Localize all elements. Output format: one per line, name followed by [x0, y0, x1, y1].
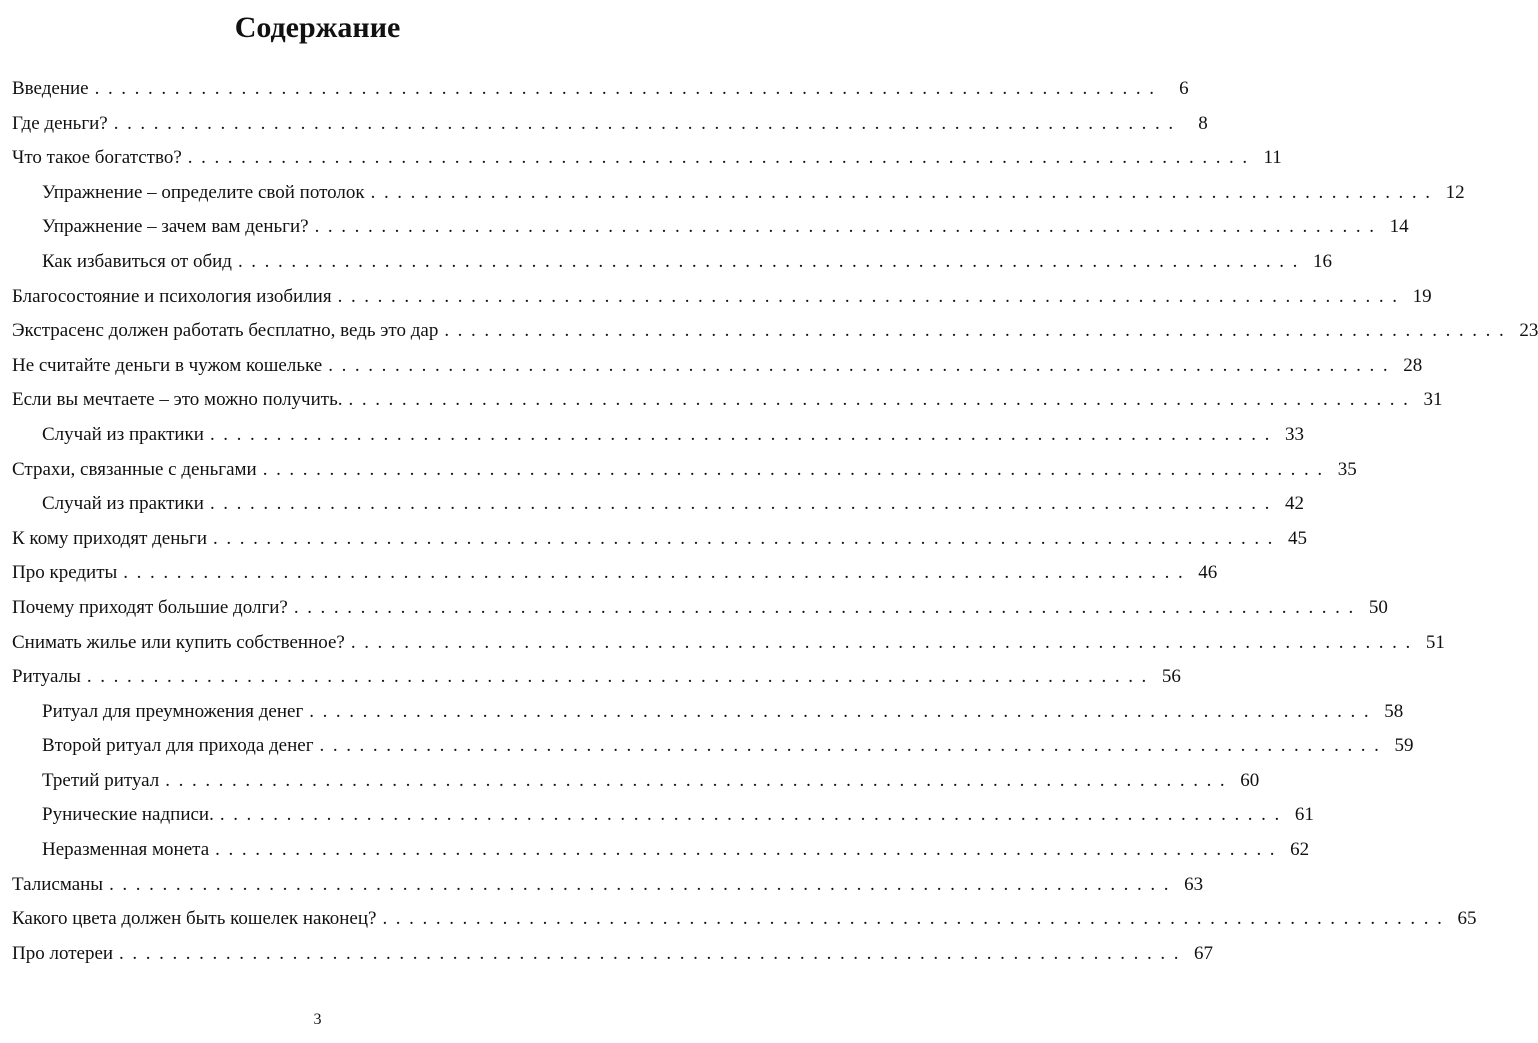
- toc-entry: [12, 383, 1443, 418]
- toc-entry-page: 58: [1384, 700, 1404, 722]
- toc-entry: [12, 902, 1477, 937]
- dot-leader: ................................................................................: [319, 735, 1388, 757]
- toc-entry-title: Что такое богатство?: [12, 147, 182, 169]
- toc-entry-page: 51: [1425, 631, 1445, 653]
- dot-leader: ................................................................................: [165, 769, 1234, 791]
- dot-leader: ................................................................................: [444, 320, 1513, 342]
- toc-entry-page: 31: [1423, 389, 1443, 411]
- dot-leader: ................................................................................: [187, 147, 1256, 169]
- toc-entry-page: 6: [1179, 78, 1189, 99]
- toc-subentry: [12, 245, 1332, 280]
- dot-leader: ................................................................................: [113, 112, 1182, 134]
- toc-entry: [12, 660, 1181, 695]
- dot-leader: ................................................................................: [119, 942, 1188, 964]
- toc-entry-page: 16: [1312, 250, 1332, 272]
- toc-entry-title: Ритуал для преумножения денег: [42, 700, 304, 722]
- toc-entry-page: 50: [1368, 596, 1388, 618]
- toc-entry: [12, 314, 1538, 349]
- dot-leader: ................................................................................: [219, 804, 1288, 826]
- toc-entry-page: 19: [1412, 285, 1432, 307]
- toc-entry: [12, 349, 1423, 384]
- dot-leader: ................................................................................: [370, 181, 1439, 203]
- toc-entry-title: Про кредиты: [12, 562, 118, 584]
- toc-entry-title: Неразменная монета: [42, 839, 210, 861]
- dot-leader: ................................................................................: [314, 216, 1383, 238]
- toc-entry-title: Третий ритуал: [42, 769, 160, 791]
- dot-leader: ................................................................................: [293, 596, 1362, 618]
- toc-entry-page: 46: [1198, 562, 1218, 584]
- toc-entry-title: Не считайте деньги в чужом кошельке: [12, 354, 323, 376]
- toc-entry-title: Где деньги?: [12, 112, 108, 134]
- dot-leader: ................................................................................: [213, 527, 1282, 549]
- toc-entry-title: Случай из практики: [42, 423, 204, 445]
- toc-entry-title: К кому приходят деньги: [12, 527, 208, 549]
- dot-leader: ................................................................................: [86, 666, 1155, 688]
- toc-entry: [12, 626, 1445, 661]
- toc-entry-page: 33: [1284, 423, 1304, 445]
- toc-subentry: [12, 418, 1304, 453]
- toc-entry-title: Страхи, связанные с деньгами: [12, 458, 257, 480]
- dot-leader: ................................................................................: [237, 250, 1306, 272]
- page-number: 3: [313, 1011, 322, 1028]
- toc-entry-page: 45: [1288, 527, 1308, 549]
- toc-entry: [12, 107, 1208, 142]
- toc-entry-page: 23: [1519, 320, 1538, 342]
- toc-entry-page: 35: [1337, 458, 1357, 480]
- toc-subentry: [12, 798, 1314, 833]
- toc-entry: [12, 72, 1189, 107]
- toc-entry: [12, 141, 1282, 176]
- toc-subentry: [12, 176, 1465, 211]
- table-of-contents: [12, 72, 1538, 971]
- dot-leader: ................................................................................: [109, 873, 1178, 895]
- dot-leader: ................................................................................: [209, 423, 1278, 445]
- toc-entry: [12, 453, 1357, 488]
- toc-entry-page: 61: [1294, 804, 1314, 826]
- toc-subentry: [12, 487, 1304, 522]
- dot-leader: ................................................................................: [209, 493, 1278, 515]
- toc-entry: [12, 556, 1218, 591]
- toc-entry: [12, 937, 1214, 972]
- toc-entry-page: 8: [1198, 112, 1208, 134]
- toc-entry-title: Как избавиться от обид: [42, 250, 232, 272]
- toc-entry-title: Случай из практики: [42, 493, 204, 515]
- toc-entry-page: 63: [1184, 873, 1204, 895]
- toc-entry-title: Ритуалы: [12, 666, 81, 688]
- toc-entry-title: Второй ритуал для прихода денег: [42, 735, 314, 757]
- toc-entry-page: 12: [1445, 181, 1465, 203]
- toc-entry-title: Талисманы: [12, 873, 104, 895]
- dot-leader: ................................................................................: [382, 908, 1451, 930]
- toc-entry-title: Экстрасенс должен работать бесплатно, ведь это дар: [12, 320, 439, 342]
- dot-leader: ................................................................................: [215, 839, 1284, 861]
- toc-entry-page: 11: [1263, 147, 1282, 169]
- toc-entry: [12, 591, 1388, 626]
- toc-subentry: [12, 833, 1310, 868]
- toc-entry-title: Благосостояние и психология изобилия: [12, 285, 332, 307]
- toc-entry-page: 62: [1290, 839, 1310, 861]
- toc-entry-page: 65: [1457, 908, 1477, 930]
- dot-leader: ................................................................................: [348, 389, 1417, 411]
- dot-leader: ................................................................................: [328, 354, 1397, 376]
- dot-leader: ................................................................................: [309, 700, 1378, 722]
- toc-entry-title: Введение: [12, 78, 89, 99]
- dot-leader: ................................................................................: [94, 78, 1163, 99]
- toc-entry-page: 14: [1389, 216, 1409, 238]
- toc-entry: [12, 280, 1432, 315]
- toc-entry-title: Рунические надписи.: [42, 804, 214, 826]
- dot-leader: ................................................................................: [350, 631, 1419, 653]
- toc-entry-page: 59: [1394, 735, 1414, 757]
- toc-entry-title: Упражнение – определите свой потолок: [42, 181, 365, 203]
- dot-leader: ................................................................................: [262, 458, 1331, 480]
- toc-entry-title: Упражнение – зачем вам деньги?: [42, 216, 309, 238]
- toc-entry-title: Про лотереи: [12, 942, 114, 964]
- toc-entry-title: Какого цвета должен быть кошелек наконец?: [12, 908, 377, 930]
- toc-entry-page: 67: [1194, 942, 1214, 964]
- toc-entry: [12, 868, 1204, 903]
- toc-entry-title: Если вы мечтаете – это можно получить.: [12, 389, 343, 411]
- dot-leader: ................................................................................: [337, 285, 1406, 307]
- toc-entry: [12, 522, 1308, 557]
- toc-entry-title: Почему приходят большие долги?: [12, 596, 288, 618]
- toc-entry-title: Снимать жилье или купить собственное?: [12, 631, 345, 653]
- page-title: Содержание: [234, 11, 401, 44]
- toc-subentry: [12, 210, 1409, 245]
- toc-entry-page: 28: [1403, 354, 1423, 376]
- dot-leader: ................................................................................: [123, 562, 1192, 584]
- toc-subentry: [12, 764, 1260, 799]
- toc-entry-page: 42: [1284, 493, 1304, 515]
- toc-subentry: [12, 729, 1414, 764]
- toc-entry-page: 60: [1240, 769, 1260, 791]
- toc-entry-page: 56: [1161, 666, 1181, 688]
- toc-subentry: [12, 695, 1404, 730]
